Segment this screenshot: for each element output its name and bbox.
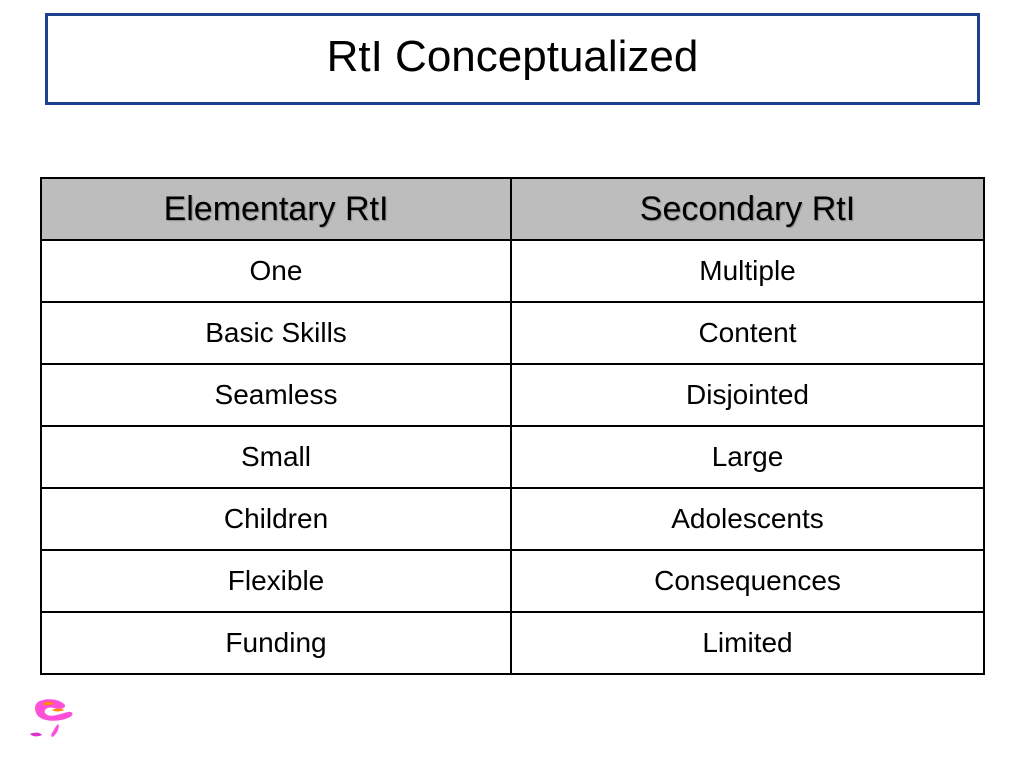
decorative-logo-icon: [24, 696, 80, 742]
table-row: [41, 364, 984, 426]
table-row: [41, 612, 984, 674]
cell-secondary: Large: [511, 426, 984, 488]
cell-elementary: Small: [41, 426, 511, 488]
cell-elementary: Flexible: [41, 550, 511, 612]
cell-secondary: Multiple: [511, 240, 984, 302]
table-row: [41, 240, 984, 302]
cell-elementary: Seamless: [41, 364, 511, 426]
slide-title: RtI Conceptualized: [326, 32, 699, 81]
table-header-row: [41, 178, 984, 240]
header-secondary: Secondary RtI: [511, 178, 984, 240]
cell-elementary: Funding: [41, 612, 511, 674]
cell-secondary: Content: [511, 302, 984, 364]
cell-secondary: Consequences: [511, 550, 984, 612]
header-elementary: Elementary RtI: [41, 178, 511, 240]
cell-elementary: One: [41, 240, 511, 302]
table-row: [41, 488, 984, 550]
cell-secondary: Limited: [511, 612, 984, 674]
cell-elementary: Basic Skills: [41, 302, 511, 364]
cell-secondary: Adolescents: [511, 488, 984, 550]
cell-elementary: Children: [41, 488, 511, 550]
table-row: [41, 302, 984, 364]
title-box: [45, 13, 980, 105]
comparison-table: [40, 177, 985, 675]
table-row: [41, 426, 984, 488]
cell-secondary: Disjointed: [511, 364, 984, 426]
table-row: [41, 550, 984, 612]
